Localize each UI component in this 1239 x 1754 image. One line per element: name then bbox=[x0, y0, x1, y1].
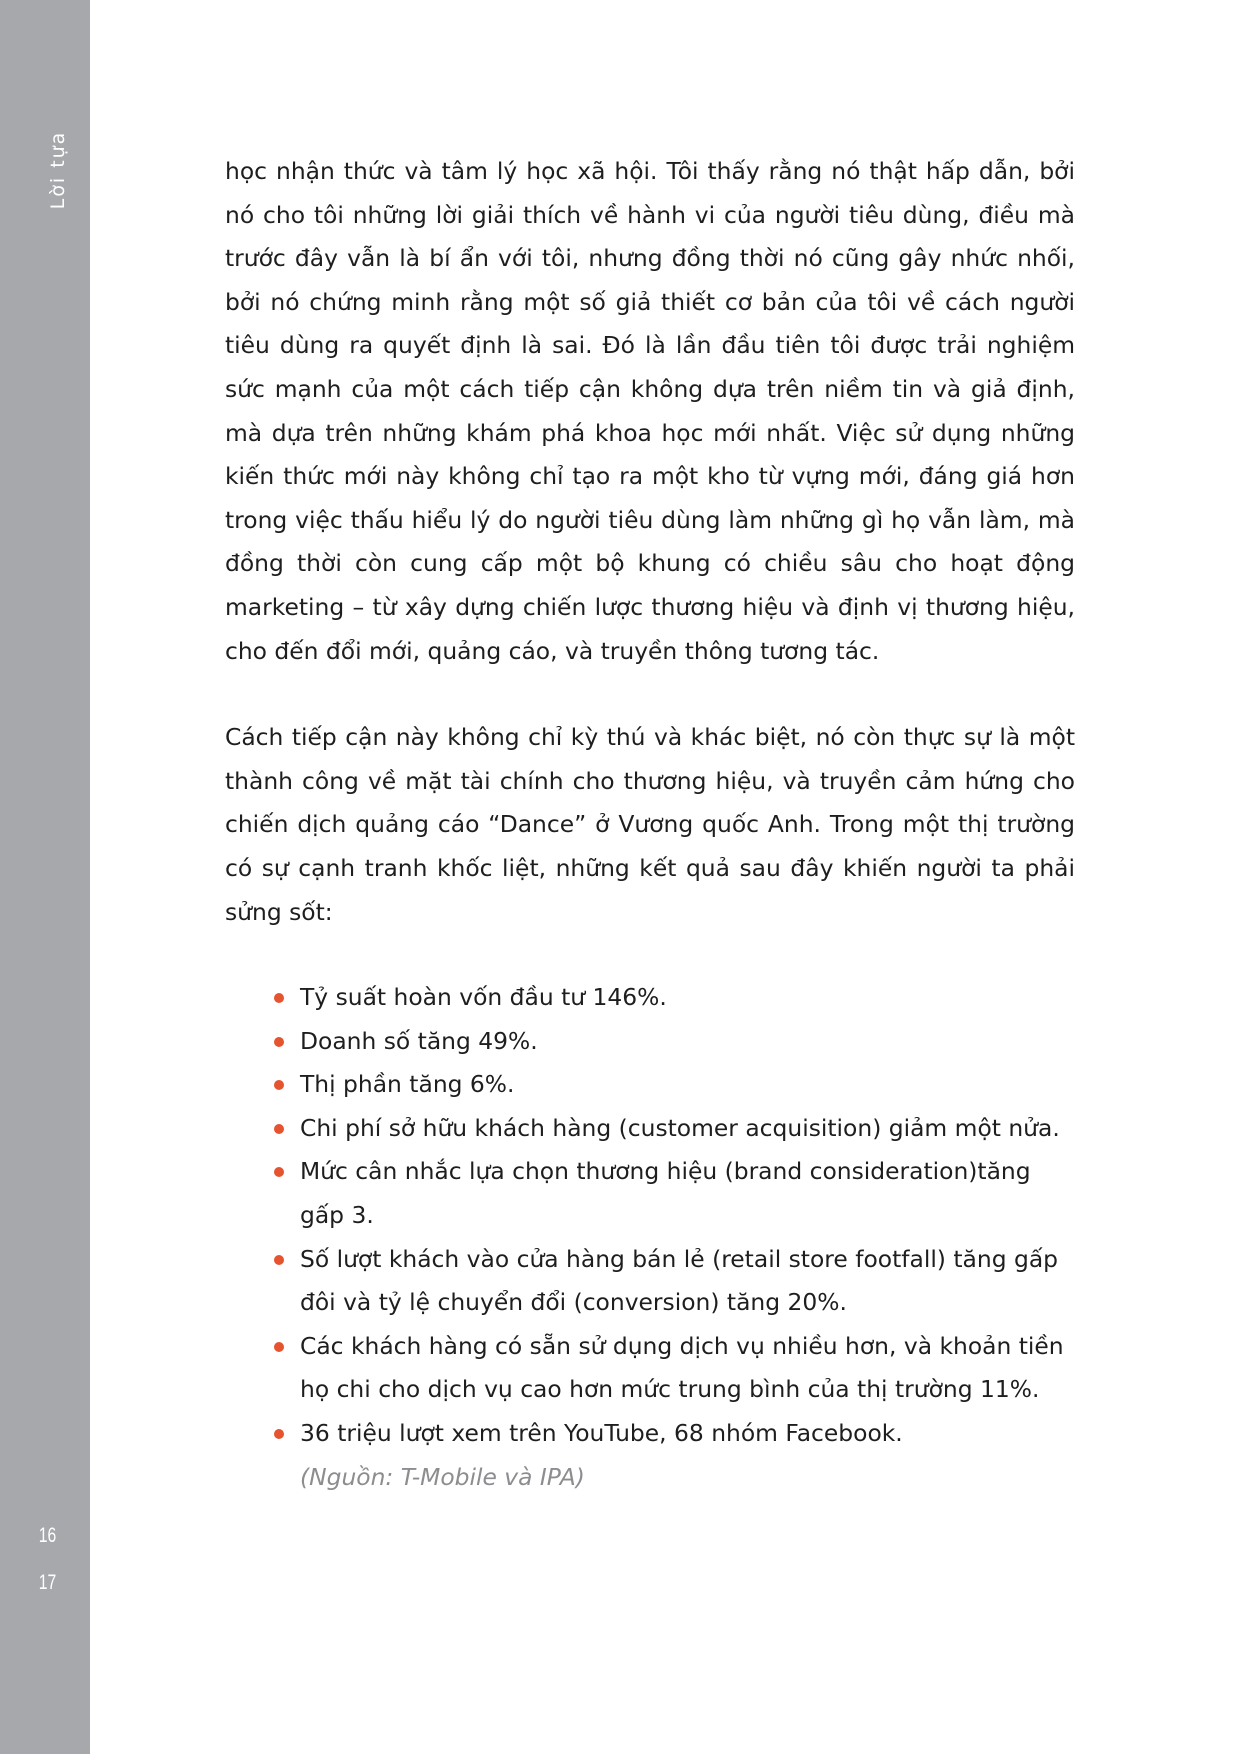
list-item bbox=[225, 1325, 1075, 1412]
list-item-text: Mức cân nhắc lựa chọn thương hiệu (brand consideration)tăng gấp 3. bbox=[300, 1157, 1031, 1230]
page-number-right: 17 bbox=[38, 1571, 57, 1594]
list-item bbox=[225, 976, 1075, 1020]
list-item bbox=[225, 1150, 1075, 1237]
results-list bbox=[225, 976, 1075, 1456]
list-item bbox=[225, 1107, 1075, 1151]
sidebar bbox=[0, 0, 90, 1754]
list-item bbox=[225, 1412, 1075, 1456]
list-item-text: Các khách hàng có sẵn sử dụng dịch vụ nhiều hơn, và khoản tiền họ chi cho dịch vụ cao hơn mức trung bình của thị trường 11%. bbox=[300, 1331, 1064, 1404]
bullet-dot-icon bbox=[274, 1255, 284, 1265]
list-item bbox=[225, 1020, 1075, 1064]
list-item-text: 36 triệu lượt xem trên YouTube, 68 nhóm Facebook. bbox=[300, 1419, 903, 1448]
bullet-dot-icon bbox=[274, 993, 284, 1003]
list-item-text: Số lượt khách vào cửa hàng bán lẻ (retail store footfall) tăng gấp đôi và tỷ lệ chuyển đổi (conversion) tăng 20%. bbox=[300, 1244, 1059, 1317]
bullet-dot-icon bbox=[274, 1167, 284, 1177]
page-content bbox=[225, 150, 1075, 1499]
list-item bbox=[225, 1238, 1075, 1325]
source-citation: (Nguồn: T-Mobile và IPA) bbox=[300, 1462, 585, 1491]
list-item-text: Thị phần tăng 6%. bbox=[300, 1070, 515, 1099]
bullet-dot-icon bbox=[274, 1080, 284, 1090]
list-item-text: Chi phí sở hữu khách hàng (customer acquisition) giảm một nửa. bbox=[300, 1113, 1060, 1142]
bullet-dot-icon bbox=[274, 1429, 284, 1439]
body-paragraph-2: Cách tiếp cận này không chỉ kỳ thú và khác biệt, nó còn thực sự là một thành công về mặt tài chính cho thương hiệu, và truyền cảm hứng cho chiến dịch quảng cáo “Dance” ở Vương quốc Anh. Trong một thị trường có sự cạnh tranh khốc liệt, những kết quả sau đây khiến người ta phải sửng sốt: bbox=[225, 723, 1075, 926]
list-item bbox=[225, 1063, 1075, 1107]
bullet-dot-icon bbox=[274, 1124, 284, 1134]
body-paragraph-1: học nhận thức và tâm lý học xã hội. Tôi thấy rằng nó thật hấp dẫn, bởi nó cho tôi những lời giải thích về hành vi của người tiêu dùng, điều mà trước đây vẫn là bí ẩn với tôi, nhưng đồng thời nó cũng gây nhức nhối, bởi nó chứng minh rằng một số giả thiết cơ bản của tôi về cách người tiêu dùng ra quyết định là sai. Đó là lần đầu tiên tôi được trải nghiệm sức mạnh của một cách tiếp cận không dựa trên niềm tin và giả định, mà dựa trên những khám phá khoa học mới nhất. Việc sử dụng những kiến thức mới này không chỉ tạo ra một kho từ vựng mới, đáng giá hơn trong việc thấu hiểu lý do người tiêu dùng làm những gì họ vẫn làm, mà đồng thời còn cung cấp một bộ khung có chiều sâu cho hoạt động marketing – từ xây dựng chiến lược thương hiệu và định vị thương hiệu, cho đến đổi mới, quảng cáo, và truyền thông tương tác. bbox=[225, 157, 1075, 665]
list-item-text: Tỷ suất hoàn vốn đầu tư 146%. bbox=[300, 983, 667, 1012]
bullet-dot-icon bbox=[274, 1037, 284, 1047]
bullet-dot-icon bbox=[274, 1342, 284, 1352]
list-item-text: Doanh số tăng 49%. bbox=[300, 1026, 538, 1055]
section-label: Lời tựa bbox=[47, 130, 69, 210]
page-number-left: 16 bbox=[38, 1524, 57, 1547]
